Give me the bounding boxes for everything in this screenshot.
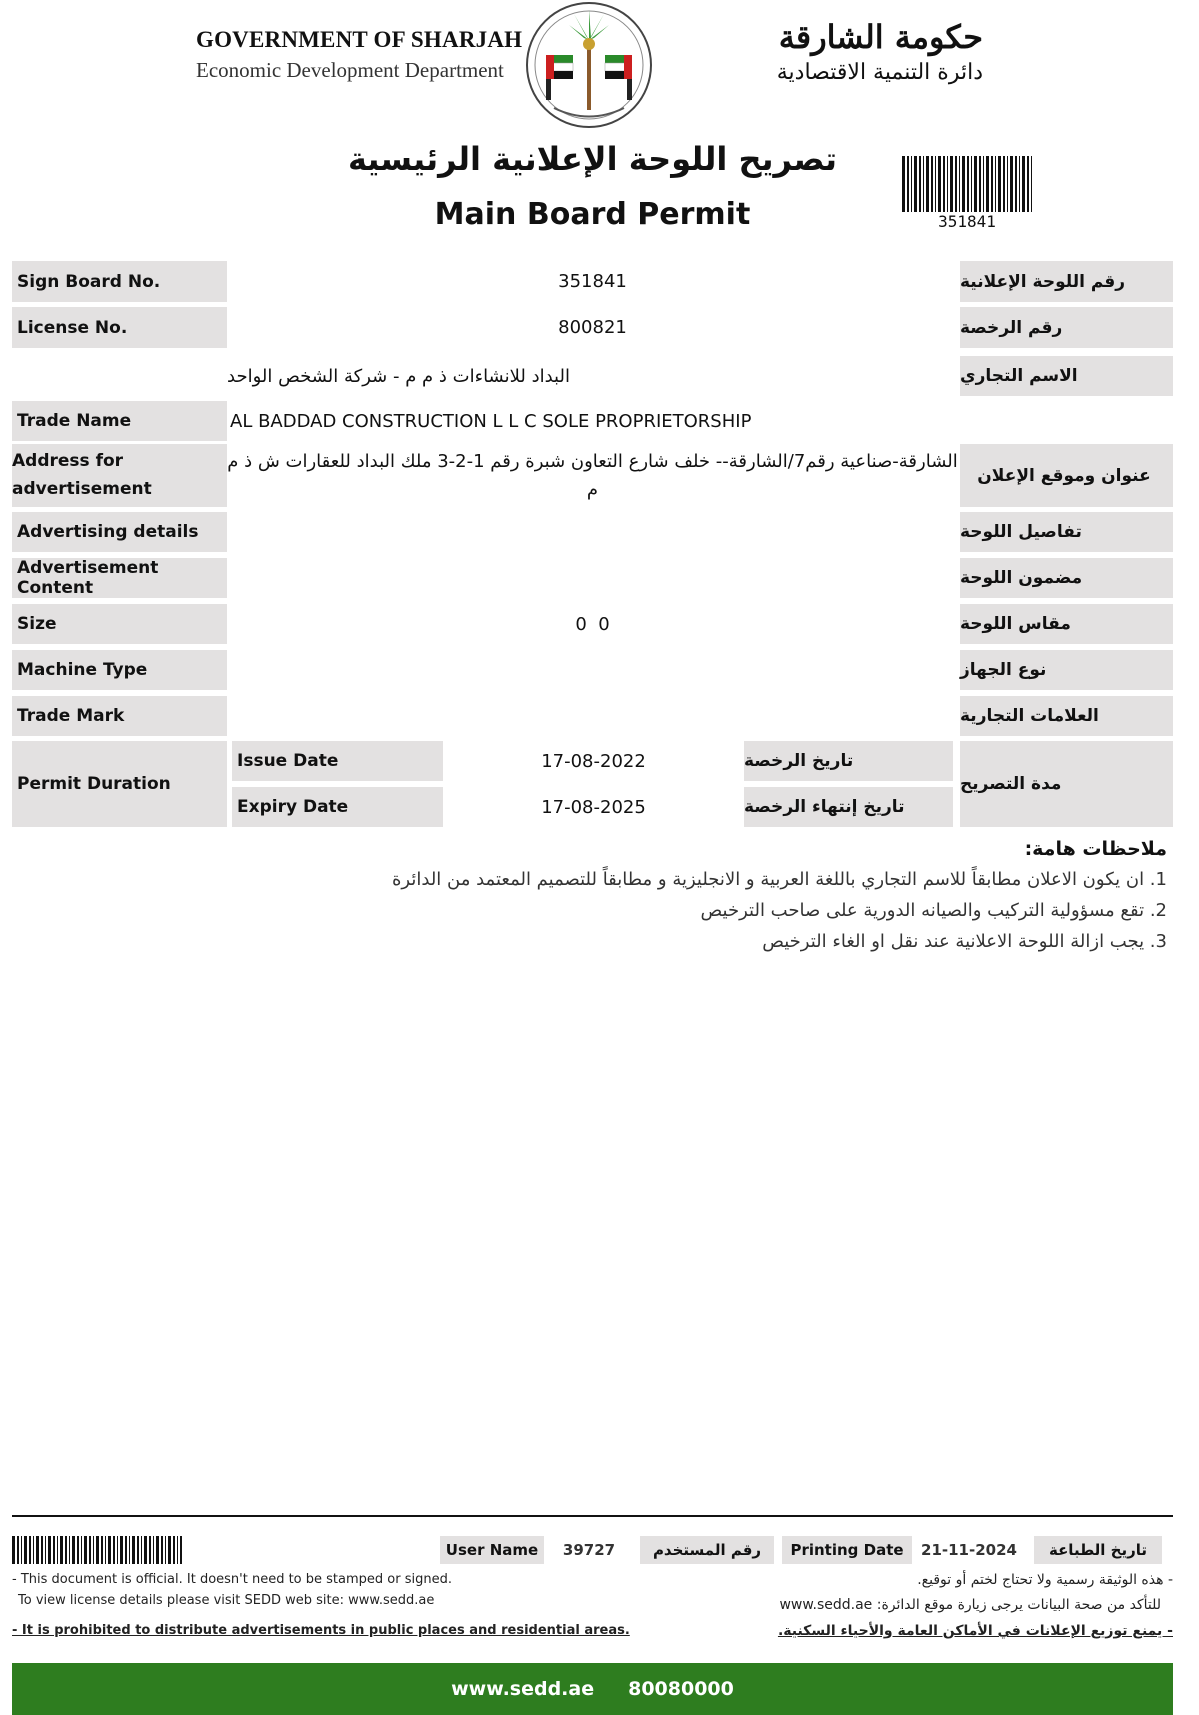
expiry-date-label-ar: تاريخ إنتهاء الرخصة [744,787,953,827]
sign-board-label-ar: رقم اللوحة الإعلانية [960,261,1173,302]
license-value: 800821 [558,317,627,338]
trade-name-label-en: Trade Name [12,401,227,441]
printing-date-label-ar: تاريخ الطباعة [1034,1536,1162,1564]
expiry-date-label-en: Expiry Date [232,787,443,827]
footer-divider [12,1515,1173,1517]
barcode-number: 351841 [938,212,996,231]
phone-number: 80080000 [628,1678,734,1700]
footer-note-website-ar: للتأكد من صحة البيانات يرجى زيارة موقع الدائرة: www.sedd.ae [779,1597,1161,1613]
size-label-ar: مقاس اللوحة [960,604,1173,644]
printing-date-value: 21-11-2024 [921,1541,1017,1559]
department-name-en: Economic Development Department [196,58,504,82]
issue-date-value: 17-08-2022 [541,750,646,772]
advertisement-content-label-ar: مضمون اللوحة [960,558,1173,598]
sharjah-emblem-icon [524,0,654,130]
barcode-top [902,156,1032,212]
user-name-value: 39727 [562,1541,616,1559]
trade-mark-label-ar: العلامات التجارية [960,696,1173,736]
advertising-details-label-ar: تفاصيل اللوحة [960,512,1173,552]
advertisement-content-label-en: Advertisement Content [12,558,227,598]
important-notes [267,838,1167,957]
footer-note-official-en: - This document is official. It doesn't need to be stamped or signed. [12,1572,452,1587]
advertising-details-label-en: Advertising details [12,512,227,552]
license-label-ar: رقم الرخصة [960,307,1173,348]
printing-date-label-en: Printing Date [782,1536,912,1564]
notes-title: ملاحظات هامة: [1024,838,1167,860]
address-label-en: Address for advertisement [12,444,227,507]
user-name-label-ar: رقم المستخدم [640,1536,774,1564]
expiry-date-value: 17-08-2025 [541,796,646,818]
address-value: الشارقة-صناعية رقم7/الشارقة-- خلف شارع التعاون شبرة رقم 1-2-3 ملك البداد للعقارات ش ذ م م [227,450,958,500]
website-link[interactable]: www.sedd.ae [451,1678,595,1700]
note-item: 2. تقع مسؤولية التركيب والصيانه الدورية على صاحب الترخيص [700,900,1167,921]
issue-date-label-en: Issue Date [232,741,443,781]
footer-note-official-ar: - هذه الوثيقة رسمية ولا تحتاج لختم أو توقيع. [917,1572,1173,1588]
document-title-en: Main Board Permit [434,197,751,232]
issue-date-label-ar: تاريخ الرخصة [744,741,953,781]
trade-mark-label-en: Trade Mark [12,696,227,736]
document-title-ar: تصريح اللوحة الإعلانية الرئيسية [348,140,837,178]
trade-name-en-value: AL BADDAD CONSTRUCTION L L C SOLE PROPRIETORSHIP [230,410,752,432]
government-name-en: GOVERNMENT OF SHARJAH [196,27,523,52]
note-item: 1. ان يكون الاعلان مطابقاً للاسم التجاري باللغة العربية و الانجليزية و مطابقاً للتصميم المعتمد من الدائرة [392,869,1167,890]
permit-duration-label-ar: مدة التصريح [960,741,1173,827]
department-name-ar: دائرة التنمية الاقتصادية [776,60,983,85]
trade-name-ar-value: البداد للانشاءات ذ م م - شركة الشخص الواحد [227,365,570,387]
user-name-label-en: User Name [440,1536,544,1564]
footer-note-website-en: To view license details please visit SEDD web site: www.sedd.ae [18,1593,435,1608]
trade-name-label-ar: الاسم التجاري [960,356,1173,396]
license-label-en: License No. [12,307,227,348]
sign-board-value: 351841 [558,271,627,292]
sign-board-label-en: Sign Board No. [12,261,227,302]
machine-type-label-en: Machine Type [12,650,227,690]
permit-duration-label-en: Permit Duration [12,741,227,827]
barcode-bottom [12,1536,182,1564]
note-item: 3. يجب ازالة اللوحة الاعلانية عند نقل او الغاء الترخيص [762,931,1167,952]
contact-bar [12,1663,1173,1715]
footer-note-prohibited-en: - It is prohibited to distribute advertisements in public places and residential areas. [12,1623,630,1638]
government-name-ar: حكومة الشارقة [778,18,983,56]
footer-note-prohibited-ar: - يمنع توزيع الإعلانات في الأماكن العامة والأحياء السكنية. [777,1623,1173,1639]
machine-type-label-ar: نوع الجهاز [960,650,1173,690]
letterhead [0,0,1199,135]
size-label-en: Size [12,604,227,644]
address-label-ar: عنوان وموقع الإعلان [960,444,1173,507]
size-value: 0 0 [575,613,610,635]
